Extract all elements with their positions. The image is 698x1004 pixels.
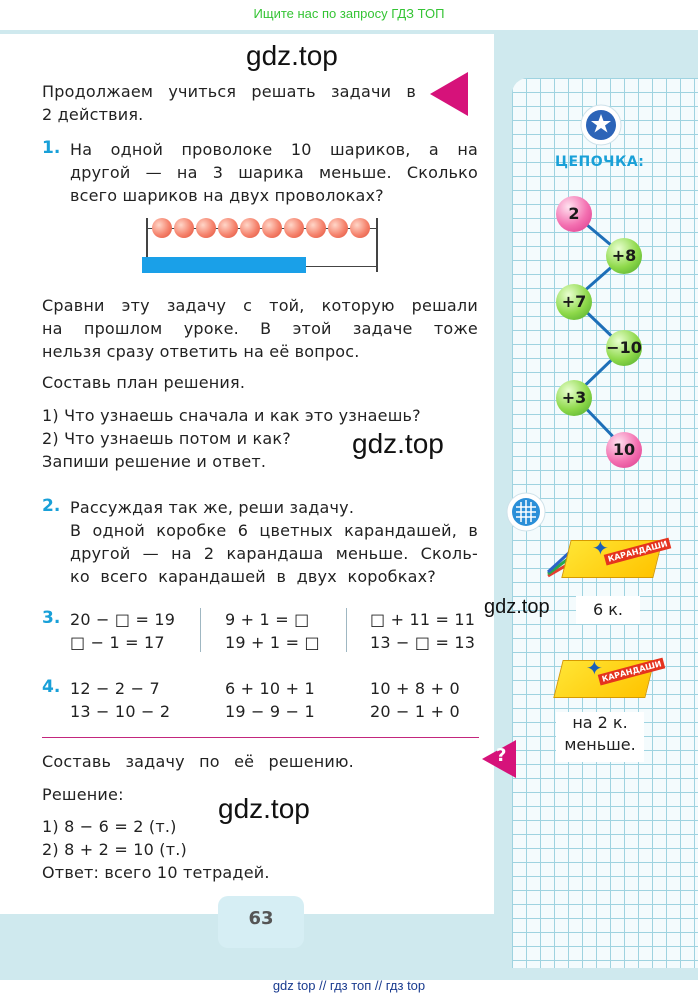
triangle-marker-icon [428, 70, 470, 118]
word: которую [321, 296, 395, 315]
word: решению. [268, 752, 354, 771]
word: карандашей, [344, 521, 458, 540]
word: с [243, 296, 253, 315]
question-mark: ? [496, 745, 507, 766]
word: меньше. [335, 544, 409, 563]
bead [196, 218, 216, 238]
butterfly-icon: ✦ [592, 536, 609, 560]
word: этой [292, 319, 332, 338]
wire-right-post [376, 218, 378, 272]
word: учиться [168, 82, 237, 101]
bead [174, 218, 194, 238]
word: уроке. [183, 319, 239, 338]
blue-bar [142, 257, 306, 273]
solution-line: 2) 8 + 2 = 10 (т.) [42, 840, 187, 859]
compare-line-1 [42, 294, 478, 317]
task-4-expr: 20 − 1 + 0 [370, 702, 460, 721]
bead [350, 218, 370, 238]
word: решать [251, 82, 316, 101]
task-3-eq: 13 − □ = 13 [370, 633, 476, 652]
word: другой [70, 163, 131, 182]
task-1-number: 1. [42, 138, 61, 158]
task-4-expr: 10 + 8 + 0 [370, 679, 460, 698]
box-label: КАРАНДАШИ [604, 537, 672, 565]
word: шариков, [329, 140, 411, 159]
task-4-number: 4. [42, 677, 61, 697]
watermark: gdz.top [484, 596, 550, 618]
word: карандашей [158, 567, 266, 586]
watermark: gdz.top [246, 40, 338, 71]
word: меньше. [318, 163, 392, 182]
word: цветных [259, 521, 333, 540]
word: в [406, 82, 416, 101]
bead [262, 218, 282, 238]
compare-line-2 [42, 317, 478, 340]
word: а [428, 140, 439, 159]
task-2-line-2 [70, 519, 478, 542]
word: ко [70, 567, 90, 586]
section-divider [42, 737, 479, 738]
compare-line-3: нельзя сразу ответить на её вопрос. [42, 342, 360, 361]
caption-line: на 2 к. [572, 713, 628, 732]
task-4-expr: 12 − 2 − 7 [70, 679, 160, 698]
word: в [468, 521, 478, 540]
box-2-caption [556, 712, 644, 762]
task-3-eq: □ − 1 = 17 [70, 633, 165, 652]
bead [240, 218, 260, 238]
footer: gdz top // гдз топ // гдз top [272, 978, 426, 993]
top-banner: Ищите нас по запросу ГДЗ ТОП [253, 6, 445, 21]
word: коробках? [347, 567, 436, 586]
bead [306, 218, 326, 238]
word: на [176, 163, 198, 182]
word: прошлом [83, 319, 163, 338]
word: Составь [42, 752, 112, 771]
plan-write: Запиши решение и ответ. [42, 452, 267, 471]
word: всего [100, 567, 148, 586]
task-3-eq: □ + 11 = 11 [370, 610, 476, 629]
word: проволоке [181, 140, 273, 159]
word: Продолжаем [42, 82, 154, 101]
intro-line-1 [42, 80, 416, 103]
task-2-line-3 [70, 542, 478, 565]
task-4-expr: 6 + 10 + 1 [225, 679, 315, 698]
chain-ball-step: +7 [556, 284, 592, 320]
word: задачу [125, 752, 185, 771]
task-3-eq: 20 − □ = 19 [70, 610, 176, 629]
word: той, [269, 296, 305, 315]
task-3-eq: 9 + 1 = □ [225, 610, 310, 629]
word: решали [411, 296, 478, 315]
task-2-line-1: Рассуждая так же, реши задачу. [70, 498, 355, 517]
word: карандаша [226, 544, 324, 563]
word: задаче [352, 319, 413, 338]
watermark: gdz.top [218, 793, 310, 824]
solution-label: Решение: [42, 785, 124, 804]
word: Сколько [406, 163, 478, 182]
task-4-expr: 13 − 10 − 2 [70, 702, 171, 721]
page-number: 63 [218, 896, 304, 948]
word: коробке [156, 521, 227, 540]
task-1-line-3: всего шариков на двух проволоках? [70, 186, 384, 205]
word: — [142, 544, 159, 563]
word: одной [92, 521, 145, 540]
chain-connectors [550, 190, 660, 480]
task-3-eq: 19 + 1 = □ [225, 633, 320, 652]
word: Сравни [42, 296, 105, 315]
bead [218, 218, 238, 238]
bead [284, 218, 304, 238]
chain-ball-step: −10 [606, 330, 642, 366]
plan-question-1: 1) Что узнаешь сначала и как это узнаешь? [42, 406, 421, 425]
chain-ball-end: 10 [606, 432, 642, 468]
chain-title: ЦЕПОЧКА: [555, 154, 645, 170]
word: двух [296, 567, 337, 586]
word: на [457, 140, 478, 159]
word: её [234, 752, 255, 771]
task-4-expr: 19 − 9 − 1 [225, 702, 315, 721]
plan-title: Составь план решения. [42, 373, 246, 392]
bead [152, 218, 172, 238]
butterfly-icon: ✦ [586, 656, 603, 680]
word: На [70, 140, 93, 159]
task-3-number: 3. [42, 608, 61, 628]
task-5-title [42, 750, 354, 773]
task-1-line-2 [70, 161, 478, 184]
word: шарика [238, 163, 304, 182]
word: на [171, 544, 192, 563]
watermark: gdz.top [352, 428, 444, 459]
word: — [145, 163, 162, 182]
word: одной [110, 140, 164, 159]
column-divider [346, 608, 347, 652]
word: задачи [330, 82, 392, 101]
word: 6 [237, 521, 249, 540]
word: В [260, 319, 272, 338]
box-label: КАРАНДАШИ [598, 657, 666, 685]
chain-ball-step: +3 [556, 380, 592, 416]
word: другой [70, 544, 131, 563]
word: задачу [166, 296, 227, 315]
column-divider [200, 608, 201, 652]
solution-line: 1) 8 − 6 = 2 (т.) [42, 817, 177, 836]
word: тоже [433, 319, 478, 338]
word: по [199, 752, 220, 771]
plan-question-2: 2) Что узнаешь потом и как? [42, 429, 291, 448]
task-2-line-4 [70, 565, 436, 588]
box-1-caption: 6 к. [576, 596, 640, 624]
word: 2 [203, 544, 215, 563]
intro-line-2: 2 действия. [42, 105, 144, 124]
word: на [42, 319, 63, 338]
word: 3 [212, 163, 224, 182]
word: 10 [290, 140, 312, 159]
word: эту [121, 296, 150, 315]
task-1-line-1 [70, 138, 478, 161]
bead [328, 218, 348, 238]
caption-line: меньше. [564, 735, 636, 754]
chain-ball-step: +8 [606, 238, 642, 274]
word: В [70, 521, 82, 540]
chain-ball-start: 2 [556, 196, 592, 232]
grid-globe-icon [506, 492, 546, 532]
word: Сколь- [420, 544, 478, 563]
word: в [276, 567, 287, 586]
star-badge-icon [580, 104, 622, 146]
answer-line: Ответ: всего 10 тетрадей. [42, 863, 270, 882]
task-2-number: 2. [42, 496, 61, 516]
